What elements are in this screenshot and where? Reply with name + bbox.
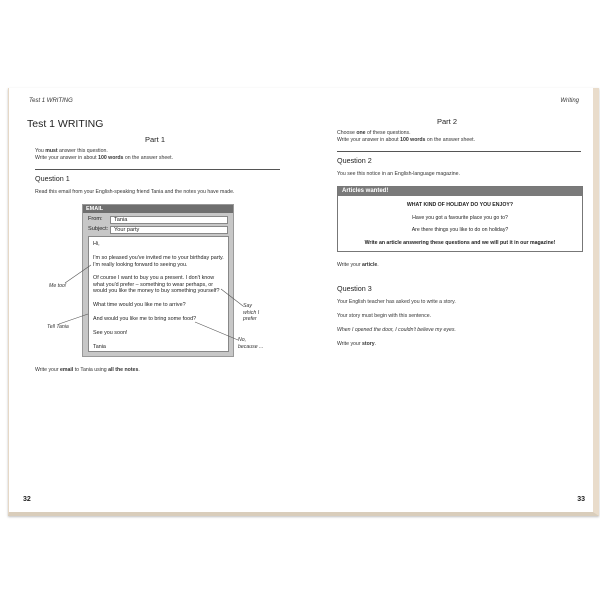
email-body-line: And would you like me to bring some food? bbox=[93, 316, 197, 322]
section-divider bbox=[35, 169, 280, 170]
email-body-line: See you soon! bbox=[93, 330, 128, 336]
email-body bbox=[88, 236, 229, 352]
part-2-instruction-2: Write your answer in about 100 words on the answer sheet. bbox=[337, 137, 476, 143]
email-panel bbox=[82, 204, 234, 357]
part-2-instruction-1: Choose one of these questions. bbox=[337, 130, 411, 136]
note-say-which-3: prefer bbox=[243, 316, 257, 322]
question-1-task: Write your email to Tania using all the notes. bbox=[35, 367, 140, 373]
question-3-line-1: Your English teacher has asked you to write a story. bbox=[337, 299, 456, 305]
running-header-right: Writing bbox=[560, 98, 579, 104]
question-2-intro: You see this notice in an English-language magazine. bbox=[337, 171, 460, 177]
email-subject-field: Your party bbox=[110, 226, 228, 234]
articles-notice bbox=[337, 186, 583, 252]
email-body-line: Of course I want to buy you a present. I don't know bbox=[93, 275, 215, 281]
email-body-line: what you'd prefer – something to wear perhaps, or bbox=[93, 281, 213, 288]
question-2-task: Write your article. bbox=[337, 262, 379, 268]
email-body-line: Hi, bbox=[93, 241, 100, 247]
email-title-bar: EMAIL bbox=[83, 205, 233, 213]
note-say-which-1: Say bbox=[243, 303, 252, 309]
email-subject-label: Subject: bbox=[88, 226, 109, 232]
left-page bbox=[9, 88, 301, 512]
email-body-line: What time would you like me to arrive? bbox=[93, 302, 186, 308]
question-1-heading: Question 1 bbox=[35, 174, 70, 183]
note-tell-tania: Tell Tania bbox=[47, 324, 69, 330]
note-no-because-1: No, bbox=[238, 337, 247, 343]
question-3-heading: Question 3 bbox=[337, 284, 372, 293]
notice-call-to-action: Write an article answering these questions and we will put it in our magazine! bbox=[364, 240, 556, 246]
notice-title-bar: Articles wanted! bbox=[338, 187, 582, 196]
running-header-left: Test 1 WRITING bbox=[29, 98, 73, 104]
question-3-line-2: Your story must begin with this sentence. bbox=[337, 313, 432, 319]
notice-line-1: Have you got a favourite place you go to? bbox=[412, 215, 508, 221]
note-say-which-2: which I bbox=[243, 309, 260, 316]
page-number-right: 33 bbox=[577, 496, 585, 503]
book-spread bbox=[8, 88, 599, 516]
section-divider-right bbox=[337, 151, 581, 152]
instruction-line-2: Write your answer in about 100 words on the answer sheet. bbox=[35, 155, 174, 161]
question-3-task: Write your story. bbox=[337, 341, 377, 347]
right-page bbox=[301, 88, 593, 512]
email-body-line: I'm really looking forward to seeing you. bbox=[93, 261, 188, 268]
email-signature: Tania bbox=[93, 344, 106, 350]
page-number-left: 32 bbox=[23, 496, 31, 503]
note-me-too: Me too! bbox=[49, 283, 67, 289]
question-2-heading: Question 2 bbox=[337, 156, 372, 165]
notice-line-2: Are there things you like to do on holiday? bbox=[411, 227, 509, 233]
notice-headline: WHAT KIND OF HOLIDAY DO YOU ENJOY? bbox=[406, 202, 514, 208]
part-2-title: Part 2 bbox=[436, 117, 457, 126]
question-1-intro: Read this email from your English-speaking friend Tania and the notes you have made. bbox=[35, 189, 235, 195]
email-from-field: Tania bbox=[110, 216, 228, 224]
test-title: Test 1 WRITING bbox=[27, 118, 104, 130]
note-no-because-2: because ... bbox=[238, 343, 264, 350]
instruction-line-1: You must answer this question. bbox=[35, 148, 108, 154]
email-body-line: I'm so pleased you've invited me to your birthday party. bbox=[93, 255, 224, 261]
email-body-line: would you like the money to buy something yourself? bbox=[93, 288, 220, 294]
question-3-opening-sentence: When I opened the door, I couldn't believe my eyes. bbox=[337, 327, 456, 333]
part-1-title: Part 1 bbox=[144, 135, 165, 144]
email-from-label: From: bbox=[88, 216, 103, 222]
